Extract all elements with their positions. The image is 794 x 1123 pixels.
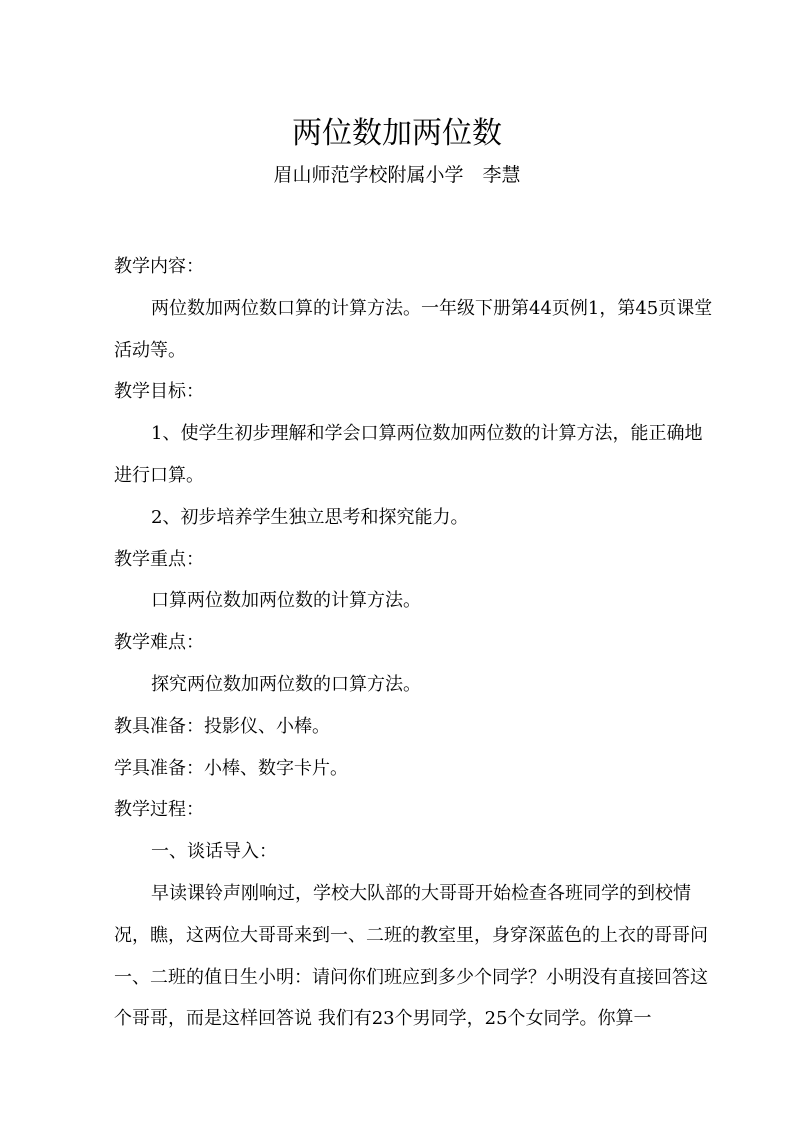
process-paragraph: 早读课铃声刚响过，学校大队部的大哥哥开始检查各班同学的到校情况，瞧，这两位大哥哥来到一、二班的教室里，身穿深蓝色的上衣的哥哥问一、二班的值日生小明：请问你们班应到多少个同学？小明没有直接回答这个哥哥，而是这样回答说 我们有23个男同学，25个女同学。你算一	[114, 882, 708, 1030]
section-heading-process: 教学过程：	[114, 799, 204, 821]
content-paragraph: 两位数加两位数口算的计算方法。一年级下册第44页例1，第45页课堂活动等。	[114, 297, 713, 361]
difficulties-paragraph: 探究两位数加两位数的口算方法。	[151, 673, 421, 695]
section-heading-key-points: 教学重点：	[114, 548, 204, 570]
section-heading-objectives: 教学目标：	[114, 381, 204, 403]
document-subtitle: 眉山师范学校附属小学 李慧	[273, 164, 521, 186]
objective-item-1: 1、使学生初步理解和学会口算两位数加两位数的计算方法，能正确地进行口算。	[114, 423, 703, 486]
section-heading-difficulties: 教学难点：	[114, 632, 204, 654]
learning-aids-line: 学具准备：小棒、数字卡片。	[114, 757, 348, 779]
key-points-paragraph: 口算两位数加两位数的计算方法。	[151, 590, 421, 612]
document-body	[114, 246, 714, 1040]
process-step-heading: 一、谈话导入：	[151, 841, 277, 863]
section-heading-content: 教学内容：	[114, 256, 204, 277]
document-title: 两位数加两位数	[292, 116, 502, 151]
teaching-aids-line: 教具准备：投影仪、小棒。	[114, 715, 330, 737]
objective-item-2: 2、初步培养学生独立思考和探究能力。	[151, 506, 469, 528]
